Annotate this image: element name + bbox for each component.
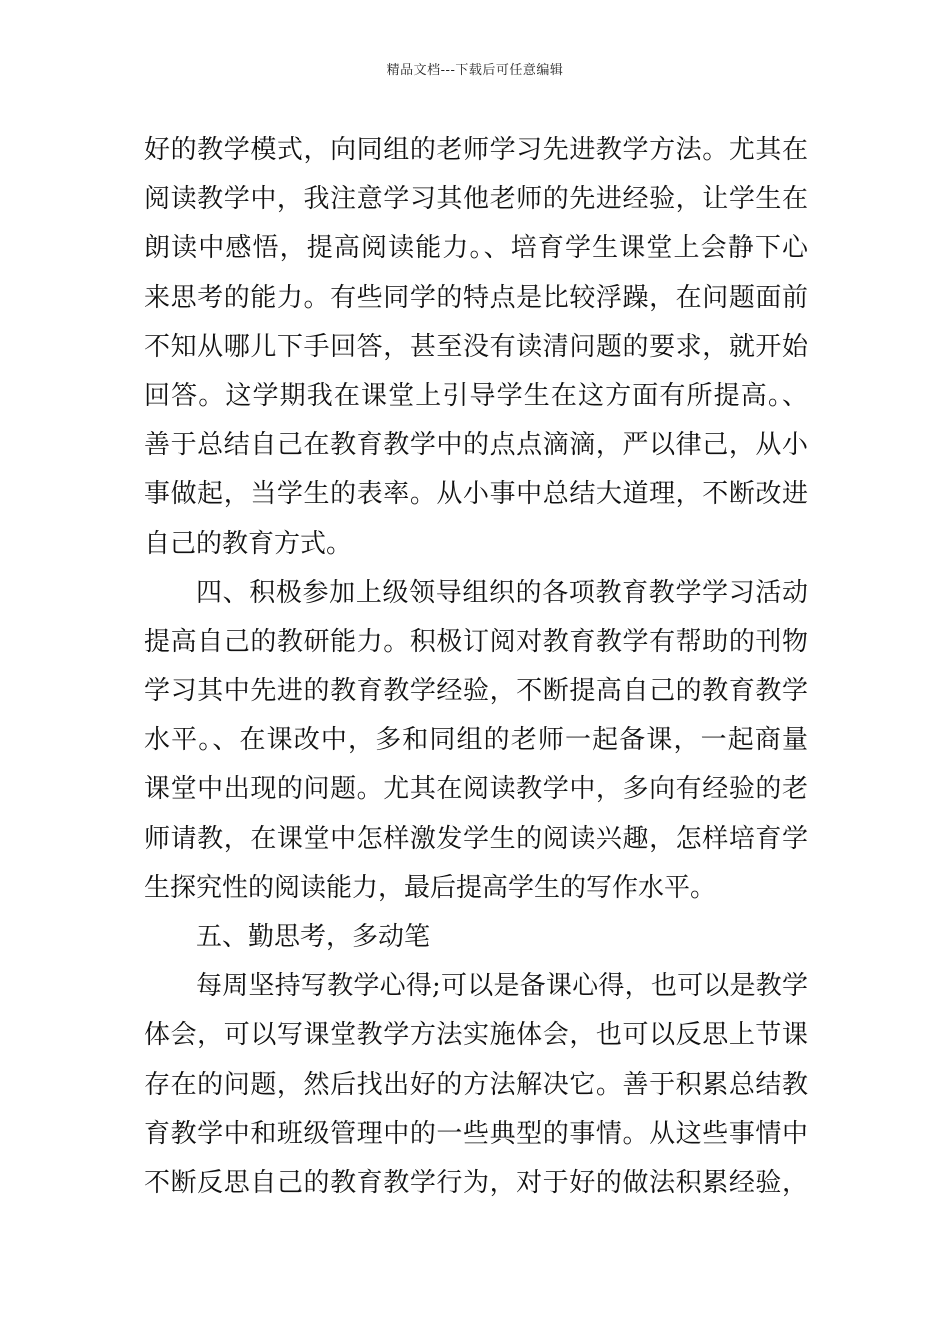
- text-line: 师请教，在课堂中怎样激发学生的阅读兴趣，怎样培育学: [144, 823, 808, 854]
- text-line: 朗读中感悟，提高阅读能力。、培育学生课堂上会静下心: [144, 233, 808, 264]
- text-line: 体会，可以写课堂教学方法实施体会，也可以反思上节课: [144, 1020, 808, 1051]
- text-line: 阅读教学中，我注意学习其他老师的先进经验，让学生在: [144, 184, 808, 215]
- text-line: 课堂中出现的问题。尤其在阅读教学中，多向有经验的老: [144, 774, 808, 805]
- text-line: 善于总结自己在教育教学中的点点滴滴，严以律己，从小: [144, 430, 808, 461]
- text-line: 育教学中和班级管理中的一些典型的事情。从这些事情中: [144, 1118, 808, 1149]
- text-line: 自己的教育方式。: [144, 528, 353, 559]
- text-line: 回答。这学期我在课堂上引导学生在这方面有所提高。、: [144, 380, 808, 411]
- text-line: 生探究性的阅读能力，最后提高学生的写作水平。: [144, 872, 717, 903]
- text-line: 五、勤思考，多动笔: [196, 922, 431, 952]
- text-line: 水平。、在课改中，多和同组的老师一起备课，一起商量: [144, 725, 808, 756]
- text-line: 好的教学模式，向同组的老师学习先进教学方法。尤其在: [144, 135, 808, 165]
- text-line: 事做起，当学生的表率。从小事中总结大道理，不断改进: [144, 479, 808, 510]
- body-text: [144, 126, 808, 1208]
- text-line: 来思考的能力。有些同学的特点是比较浮躁，在问题面前: [144, 282, 808, 313]
- page-header: 精品文档---下载后可任意编辑: [386, 63, 564, 78]
- text-line: 不知从哪儿下手回答，甚至没有读清问题的要求，就开始: [144, 331, 808, 362]
- text-line: 四、积极参加上级领导组织的各项教育教学学习活动: [196, 577, 808, 608]
- text-line: 不断反思自己的教育教学行为，对于好的做法积累经验，: [144, 1167, 808, 1198]
- text-line: 每周坚持写教学心得;可以是备课心得，也可以是教学: [196, 971, 808, 1002]
- text-line: 提高自己的教研能力。积极订阅对教育教学有帮助的刊物: [144, 626, 808, 657]
- text-line: 学习其中先进的教育教学经验，不断提高自己的教育教学: [144, 676, 808, 707]
- text-line: 存在的问题，然后找出好的方法解决它。善于积累总结教: [144, 1069, 808, 1100]
